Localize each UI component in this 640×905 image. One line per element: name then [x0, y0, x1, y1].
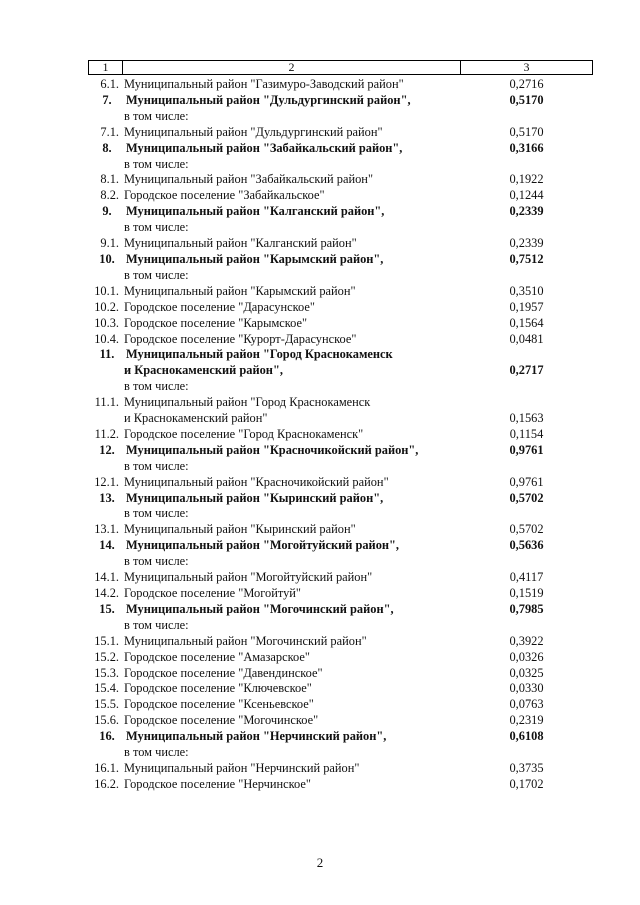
table-row: [88, 777, 593, 793]
row-value: [460, 602, 593, 634]
row-number: 15.6.: [94, 713, 119, 728]
row-name: [122, 666, 460, 682]
row-number: 10.3.: [94, 315, 119, 330]
row-name-line: Муниципальный район "Красночикойский район",: [126, 442, 419, 457]
row-name-line: Муниципальный район "Могойтуйский район",: [126, 538, 400, 553]
header-col-3: 3: [523, 60, 530, 74]
row-value-text: 0,1154: [509, 426, 544, 441]
table-row: [88, 713, 593, 729]
table-row: [88, 697, 593, 713]
row-name-line: Муниципальный район "Карымский район",: [126, 251, 384, 266]
row-name-line: Городское поселение "Курорт-Дарасунское": [124, 331, 357, 346]
row-value: [460, 316, 593, 332]
row-name-line: Муниципальный район "Забайкальский район",: [126, 140, 403, 155]
table-row: [88, 172, 593, 188]
row-value-text: 0,1519: [509, 586, 544, 600]
row-value-text: 0,0481: [509, 331, 544, 346]
row-value: [460, 141, 593, 173]
data-table: [88, 60, 593, 793]
row-number: 16.: [99, 729, 115, 744]
row-name: [122, 204, 460, 236]
row-number: 15.3.: [94, 665, 119, 680]
row-subtitle: в том числе:: [124, 745, 189, 760]
row-value: [460, 729, 593, 761]
table-row: [88, 300, 593, 316]
row-name-line: Муниципальный район "Кыринский район": [124, 522, 356, 537]
row-value-text: 0,2716: [509, 77, 544, 91]
table-row: [88, 586, 593, 602]
row-number: 8.1.: [100, 172, 119, 187]
row-name-line: Городское поселение "Могойтуй": [124, 586, 301, 600]
row-name-line: Муниципальный район "Карымский район": [124, 283, 356, 298]
row-name: [122, 300, 460, 316]
row-value: [460, 347, 593, 395]
table-row: [88, 427, 593, 443]
row-number: 9.1.: [100, 236, 119, 251]
row-number: 11.2.: [94, 426, 119, 441]
row-number: 15.2.: [94, 649, 119, 664]
row-name: [122, 172, 460, 188]
row-name-line: Муниципальный район "Дульдургинский район": [124, 124, 383, 139]
row-value: [460, 93, 593, 125]
row-value: [460, 713, 593, 729]
row-value: [460, 777, 593, 793]
row-value: [460, 125, 593, 141]
table-row: [88, 491, 593, 523]
row-value: [460, 204, 593, 236]
table-row: [88, 252, 593, 284]
row-name-line: Муниципальный район "Кыринский район",: [126, 490, 384, 505]
row-value-text: 0,9761: [509, 442, 544, 457]
row-name: [122, 188, 460, 204]
row-number: 15.1.: [94, 633, 119, 648]
row-value: [460, 586, 593, 602]
table-row: [88, 316, 593, 332]
row-name: [122, 570, 460, 586]
row-value: [460, 284, 593, 300]
row-value: [460, 188, 593, 204]
row-number: 10.2.: [94, 299, 119, 314]
row-number: 14.1.: [94, 570, 119, 585]
row-value-text: 0,2717: [509, 363, 544, 378]
table-row: [88, 332, 593, 348]
row-number: 8.: [102, 140, 112, 155]
row-subtitle: в том числе:: [124, 554, 189, 569]
row-value-text: 0,3166: [509, 140, 544, 155]
table-row: [88, 93, 593, 125]
table-row: [88, 650, 593, 666]
row-number: 7.: [102, 92, 112, 107]
row-value: [460, 634, 593, 650]
row-value-text: 0,1957: [509, 299, 544, 314]
row-value-text: 0,7512: [509, 251, 544, 266]
row-value: [460, 538, 593, 570]
row-value-text: 0,7985: [509, 601, 544, 616]
row-value-text: 0,5702: [509, 490, 544, 505]
row-name: [122, 316, 460, 332]
row-number: 15.5.: [94, 697, 119, 712]
table-row: [88, 141, 593, 173]
row-number: 15.: [99, 601, 115, 616]
row-value: [460, 395, 593, 427]
row-value: [460, 666, 593, 682]
row-subtitle: в том числе:: [124, 458, 189, 473]
row-value: [460, 697, 593, 713]
row-number: 15.4.: [94, 681, 119, 696]
row-value-text: 0,5636: [509, 538, 544, 553]
row-value-text: 0,1563: [509, 411, 544, 426]
row-name-line: Муниципальный район "Дульдургинский район",: [126, 92, 411, 107]
row-value: [460, 681, 593, 697]
table-row: [88, 761, 593, 777]
row-value: [460, 172, 593, 188]
row-subtitle: в том числе:: [124, 617, 189, 632]
row-name-line: Муниципальный район "Газимуро-Заводский район": [124, 77, 404, 91]
row-name: [122, 697, 460, 713]
table-row: [88, 204, 593, 236]
row-name-line: Городское поселение "Карымское": [124, 315, 308, 330]
row-value-text: 0,9761: [509, 474, 544, 489]
row-name-line: Муниципальный район "Нерчинский район",: [126, 729, 387, 744]
table-row: [88, 188, 593, 204]
table-row: [88, 729, 593, 761]
row-number: 14.2.: [94, 586, 119, 600]
row-name: [122, 729, 460, 761]
row-name: [122, 522, 460, 538]
row-value: [460, 77, 593, 93]
row-name-line: Муниципальный район "Калганский район",: [126, 204, 385, 219]
row-value: [460, 761, 593, 777]
row-number: 16.2.: [94, 776, 119, 791]
row-value-text: 0,3735: [509, 760, 544, 775]
table-row: [88, 634, 593, 650]
row-name-line: Муниципальный район "Могочинский район": [124, 633, 367, 648]
table-row: [88, 522, 593, 538]
row-name-line: Городское поселение "Дарасунское": [124, 299, 315, 314]
row-value-text: 0,4117: [509, 570, 544, 585]
row-name-line: Городское поселение "Ксеньевское": [124, 697, 314, 712]
table-row: [88, 602, 593, 634]
row-name: [122, 634, 460, 650]
row-name: [122, 475, 460, 491]
table-row: [88, 570, 593, 586]
table-body: [88, 77, 593, 793]
row-value-text: 0,5170: [509, 92, 544, 107]
table-row: [88, 125, 593, 141]
row-number: 16.1.: [94, 760, 119, 775]
row-name: [122, 252, 460, 284]
row-name: [122, 777, 460, 793]
row-name-line: Муниципальный район "Красночикойский район": [124, 474, 389, 489]
row-value: [460, 332, 593, 348]
row-number: 14.: [99, 538, 115, 553]
row-value-text: 0,1564: [509, 315, 544, 330]
row-name-line: Городское поселение "Ключевское": [124, 681, 312, 696]
row-value-text: 0,1922: [509, 172, 544, 187]
header-col-2: 2: [123, 61, 461, 74]
row-name: [122, 77, 460, 93]
row-name: [122, 650, 460, 666]
row-subtitle: в том числе:: [124, 220, 189, 235]
row-number: 10.: [99, 251, 115, 266]
row-name: [122, 236, 460, 252]
row-value-text: 0,2339: [509, 236, 544, 251]
row-name: [122, 713, 460, 729]
row-value-text: 0,0326: [509, 649, 544, 664]
row-number: 9.: [102, 204, 112, 219]
row-name-line: Муниципальный район "Калганский район": [124, 236, 357, 251]
row-name-line: Городское поселение "Давендинское": [124, 665, 323, 680]
row-number: 11.: [99, 347, 115, 362]
table-row: [88, 347, 593, 395]
row-value-text: 0,0330: [509, 681, 544, 696]
row-value: [460, 236, 593, 252]
row-name-line: Муниципальный район "Город Краснокаменск: [124, 395, 371, 410]
row-value: [460, 570, 593, 586]
row-name-line: Муниципальный район "Город Краснокаменск: [126, 347, 393, 362]
row-value: [460, 475, 593, 491]
page-number: 2: [316, 855, 324, 870]
row-value: [460, 522, 593, 538]
table-row: [88, 236, 593, 252]
row-subtitle: в том числе:: [124, 379, 189, 394]
table-row: [88, 475, 593, 491]
row-name: [122, 93, 460, 125]
row-value: [460, 427, 593, 443]
table-row: [88, 77, 593, 93]
row-number: 8.2.: [100, 188, 119, 203]
row-subtitle: в том числе:: [124, 108, 189, 123]
table-row: [88, 538, 593, 570]
row-value: [460, 300, 593, 316]
row-value-text: 0,6108: [509, 729, 544, 744]
row-value-text: 0,1244: [509, 188, 544, 203]
row-name-line: и Краснокаменский район": [124, 411, 268, 426]
row-value-text: 0,2319: [509, 713, 544, 728]
row-name-line: Муниципальный район "Могойтуйский район": [124, 570, 373, 585]
row-name-line: Муниципальный район "Нерчинский район": [124, 760, 360, 775]
row-name: [122, 125, 460, 141]
row-subtitle: в том числе:: [124, 156, 189, 171]
row-name: [122, 332, 460, 348]
row-name-line: Городское поселение "Могочинское": [124, 713, 319, 728]
row-number: 13.: [99, 490, 115, 505]
row-name: [122, 761, 460, 777]
row-name: [122, 602, 460, 634]
table-row: [88, 395, 593, 427]
row-name-line: Муниципальный район "Могочинский район",: [126, 601, 394, 616]
row-name: [122, 395, 460, 427]
row-subtitle: в том числе:: [124, 267, 189, 282]
row-value: [460, 650, 593, 666]
table-row: [88, 681, 593, 697]
header-col-1: 1: [89, 61, 123, 74]
row-name: [122, 538, 460, 570]
row-name: [122, 284, 460, 300]
row-value-text: 0,1702: [509, 776, 544, 791]
row-value-text: 0,2339: [509, 204, 544, 219]
row-value: [460, 491, 593, 523]
row-number: 12.: [99, 442, 115, 457]
row-value-text: 0,3510: [509, 283, 544, 298]
row-value-text: 0,0763: [509, 697, 544, 712]
row-value-text: 0,3922: [509, 633, 544, 648]
row-number: 6.1.: [100, 77, 119, 91]
table-row: [88, 284, 593, 300]
row-value-text: 0,5702: [509, 522, 544, 537]
row-name: [122, 586, 460, 602]
row-name: [122, 427, 460, 443]
row-number: 10.1.: [94, 283, 119, 298]
row-name-line: Городское поселение "Амазарское": [124, 649, 310, 664]
row-value: [460, 252, 593, 284]
row-value-text: 0,5170: [509, 124, 544, 139]
row-number: 12.1.: [94, 474, 119, 489]
row-name: [122, 443, 460, 475]
row-name: [122, 141, 460, 173]
row-number: 10.4.: [94, 331, 119, 346]
row-number: 13.1.: [94, 522, 119, 537]
row-name-line: и Краснокаменский район",: [124, 363, 283, 378]
table-row: [88, 443, 593, 475]
row-name: [122, 681, 460, 697]
row-name-line: Городское поселение "Город Краснокаменск": [124, 426, 364, 441]
row-value-text: 0,0325: [509, 665, 544, 680]
row-name-line: Городское поселение "Забайкальское": [124, 188, 325, 203]
row-subtitle: в том числе:: [124, 506, 189, 521]
row-name: [122, 491, 460, 523]
row-name-line: Муниципальный район "Забайкальский район": [124, 172, 373, 187]
table-header: [88, 60, 593, 75]
row-number: 11.1.: [94, 395, 119, 410]
row-name-line: Городское поселение "Нерчинское": [124, 776, 311, 791]
row-number: 7.1.: [100, 124, 119, 139]
table-row: [88, 666, 593, 682]
row-value: [460, 443, 593, 475]
row-name: [122, 347, 460, 395]
